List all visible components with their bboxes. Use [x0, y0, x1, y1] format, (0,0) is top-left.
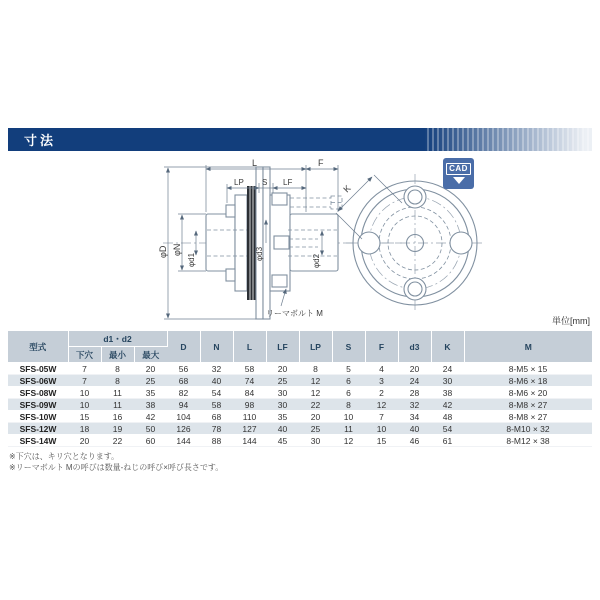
col-header-D: D [167, 331, 200, 363]
footnotes [9, 452, 223, 473]
value-cell: 82 [167, 387, 200, 399]
table-row [8, 435, 592, 447]
left-hub [206, 214, 235, 271]
value-cell: 25 [134, 375, 167, 387]
value-cell: 25 [299, 423, 332, 435]
dim-label-phi-d1: φd1 [187, 252, 196, 267]
left-bottom-bolt-head [226, 269, 235, 281]
value-cell: 144 [233, 435, 266, 447]
value-cell: 88 [200, 435, 233, 447]
dim-label-phi-d2: φd2 [312, 253, 321, 268]
value-cell: 15 [68, 411, 101, 423]
value-cell: 38 [134, 399, 167, 411]
value-cell: 30 [299, 435, 332, 447]
value-cell: 6 [332, 375, 365, 387]
value-cell: 127 [233, 423, 266, 435]
table-row [8, 399, 592, 411]
left-top-bolt-head [226, 205, 235, 217]
value-cell: 10 [332, 411, 365, 423]
download-arrow-icon [453, 177, 465, 184]
value-cell: 84 [233, 387, 266, 399]
value-cell: 6 [332, 387, 365, 399]
value-cell: 12 [365, 399, 398, 411]
dimension-table [8, 331, 592, 447]
value-cell: 144 [167, 435, 200, 447]
value-cell: 98 [233, 399, 266, 411]
col-header-d3: d3 [398, 331, 431, 363]
technical-drawing [0, 155, 600, 327]
col-header-LF: LF [266, 331, 299, 363]
value-cell: 46 [398, 435, 431, 447]
dim-label-S: S [262, 178, 268, 187]
value-cell: 50 [134, 423, 167, 435]
value-cell: 16 [101, 411, 134, 423]
col-header-N: N [200, 331, 233, 363]
value-cell: 54 [431, 423, 464, 435]
value-cell: 30 [266, 387, 299, 399]
value-cell: 12 [299, 375, 332, 387]
front-view [336, 174, 484, 312]
value-cell: 8 [299, 363, 332, 375]
title-bar-stripes-decoration [424, 128, 592, 151]
value-cell: 58 [233, 363, 266, 375]
value-cell: 10 [68, 387, 101, 399]
value-cell: 20 [68, 435, 101, 447]
value-cell: 25 [266, 375, 299, 387]
value-cell: 22 [101, 435, 134, 447]
value-cell: 2 [365, 387, 398, 399]
value-cell: 68 [167, 375, 200, 387]
value-cell: 34 [398, 411, 431, 423]
table-row [8, 411, 592, 423]
col-header-F: F [365, 331, 398, 363]
col-header-S: S [332, 331, 365, 363]
value-cell: 20 [134, 363, 167, 375]
col-header-d1d2-group: d1・d2 [68, 331, 167, 347]
value-cell: 5 [332, 363, 365, 375]
cad-icon-label: CAD [446, 163, 471, 175]
value-cell: 8-M5 × 15 [464, 363, 592, 375]
dim-label-phi-N: φN [172, 243, 182, 256]
sub-header-pilot-hole: 下穴 [68, 347, 101, 363]
value-cell: 40 [398, 423, 431, 435]
model-cell: SFS-06W [8, 375, 68, 387]
value-cell: 42 [431, 399, 464, 411]
value-cell: 20 [398, 363, 431, 375]
value-cell: 24 [431, 363, 464, 375]
value-cell: 40 [266, 423, 299, 435]
value-cell: 94 [167, 399, 200, 411]
value-cell: 8-M12 × 38 [464, 435, 592, 447]
value-cell: 58 [200, 399, 233, 411]
col-header-K: K [431, 331, 464, 363]
spacer-plate-left [256, 167, 263, 319]
model-cell: SFS-14W [8, 435, 68, 447]
reamer-bolt-section [274, 236, 289, 249]
value-cell: 11 [101, 399, 134, 411]
dim-label-phi-d3: φd3 [255, 246, 264, 261]
model-cell: SFS-12W [8, 423, 68, 435]
value-cell: 32 [200, 363, 233, 375]
value-cell: 22 [299, 399, 332, 411]
model-cell: SFS-05W [8, 363, 68, 375]
value-cell: 4 [365, 363, 398, 375]
value-cell: 38 [431, 387, 464, 399]
model-cell: SFS-09W [8, 399, 68, 411]
left-disc-pack [247, 186, 256, 300]
value-cell: 35 [134, 387, 167, 399]
value-cell: 60 [134, 435, 167, 447]
dim-label-phi-D: φD [158, 245, 168, 258]
right-bottom-bolt-head [272, 275, 287, 287]
table-header [8, 331, 592, 363]
value-cell: 74 [233, 375, 266, 387]
value-cell: 126 [167, 423, 200, 435]
table-body [8, 363, 592, 447]
reamer-bolt-label: リーマボルト M [266, 309, 323, 318]
col-header-M: M [464, 331, 592, 363]
value-cell: 3 [365, 375, 398, 387]
value-cell: 10 [68, 399, 101, 411]
value-cell: 15 [365, 435, 398, 447]
unit-label: 単位[mm] [552, 316, 590, 326]
value-cell: 8-M8 × 27 [464, 411, 592, 423]
value-cell: 28 [398, 387, 431, 399]
value-cell: 104 [167, 411, 200, 423]
value-cell: 12 [299, 387, 332, 399]
value-cell: 7 [365, 411, 398, 423]
value-cell: 35 [266, 411, 299, 423]
value-cell: 61 [431, 435, 464, 447]
model-cell: SFS-10W [8, 411, 68, 423]
table-row [8, 375, 592, 387]
value-cell: 32 [398, 399, 431, 411]
value-cell: 8 [101, 375, 134, 387]
dim-label-LF: LF [283, 178, 293, 187]
table-row [8, 387, 592, 399]
footnote-reamer-bolt: ※リーマボルト Mの呼びは数量-ねじの呼び×呼び長さです。 [9, 462, 224, 472]
left-flange [235, 195, 247, 291]
dim-label-LP: LP [234, 178, 244, 187]
value-cell: 48 [431, 411, 464, 423]
value-cell: 18 [68, 423, 101, 435]
table-row [8, 363, 592, 375]
value-cell: 20 [266, 363, 299, 375]
value-cell: 11 [101, 387, 134, 399]
sub-header-min: 最小 [101, 347, 134, 363]
value-cell: 30 [266, 399, 299, 411]
value-cell: 56 [167, 363, 200, 375]
value-cell: 20 [299, 411, 332, 423]
value-cell: 8 [101, 363, 134, 375]
value-cell: 45 [266, 435, 299, 447]
dim-label-K: K [341, 183, 353, 195]
value-cell: 8 [332, 399, 365, 411]
value-cell: 110 [233, 411, 266, 423]
col-header-L: L [233, 331, 266, 363]
page-title: 寸法 [24, 133, 57, 148]
value-cell: 68 [200, 411, 233, 423]
section-title-bar [8, 128, 592, 151]
cad-download-button[interactable] [443, 158, 474, 189]
value-cell: 12 [332, 435, 365, 447]
value-cell: 8-M6 × 20 [464, 387, 592, 399]
value-cell: 11 [332, 423, 365, 435]
value-cell: 42 [134, 411, 167, 423]
table-row [8, 423, 592, 435]
value-cell: 24 [398, 375, 431, 387]
col-header-model: 型式 [8, 331, 68, 363]
value-cell: 30 [431, 375, 464, 387]
model-cell: SFS-08W [8, 387, 68, 399]
right-top-bolt-head [272, 193, 287, 205]
value-cell: 10 [365, 423, 398, 435]
value-cell: 40 [200, 375, 233, 387]
value-cell: 7 [68, 363, 101, 375]
value-cell: 7 [68, 375, 101, 387]
spacer-plate-right [263, 167, 270, 319]
value-cell: 19 [101, 423, 134, 435]
value-cell: 8-M8 × 27 [464, 399, 592, 411]
value-cell: 54 [200, 387, 233, 399]
col-header-LP: LP [299, 331, 332, 363]
dim-label-L: L [252, 158, 258, 168]
dim-label-F: F [318, 158, 324, 168]
footnote-pilot-hole: ※下穴は、キリ穴となります。 [9, 452, 120, 461]
sub-header-max: 最大 [134, 347, 167, 363]
value-cell: 8-M6 × 18 [464, 375, 592, 387]
value-cell: 78 [200, 423, 233, 435]
value-cell: 8-M10 × 32 [464, 423, 592, 435]
